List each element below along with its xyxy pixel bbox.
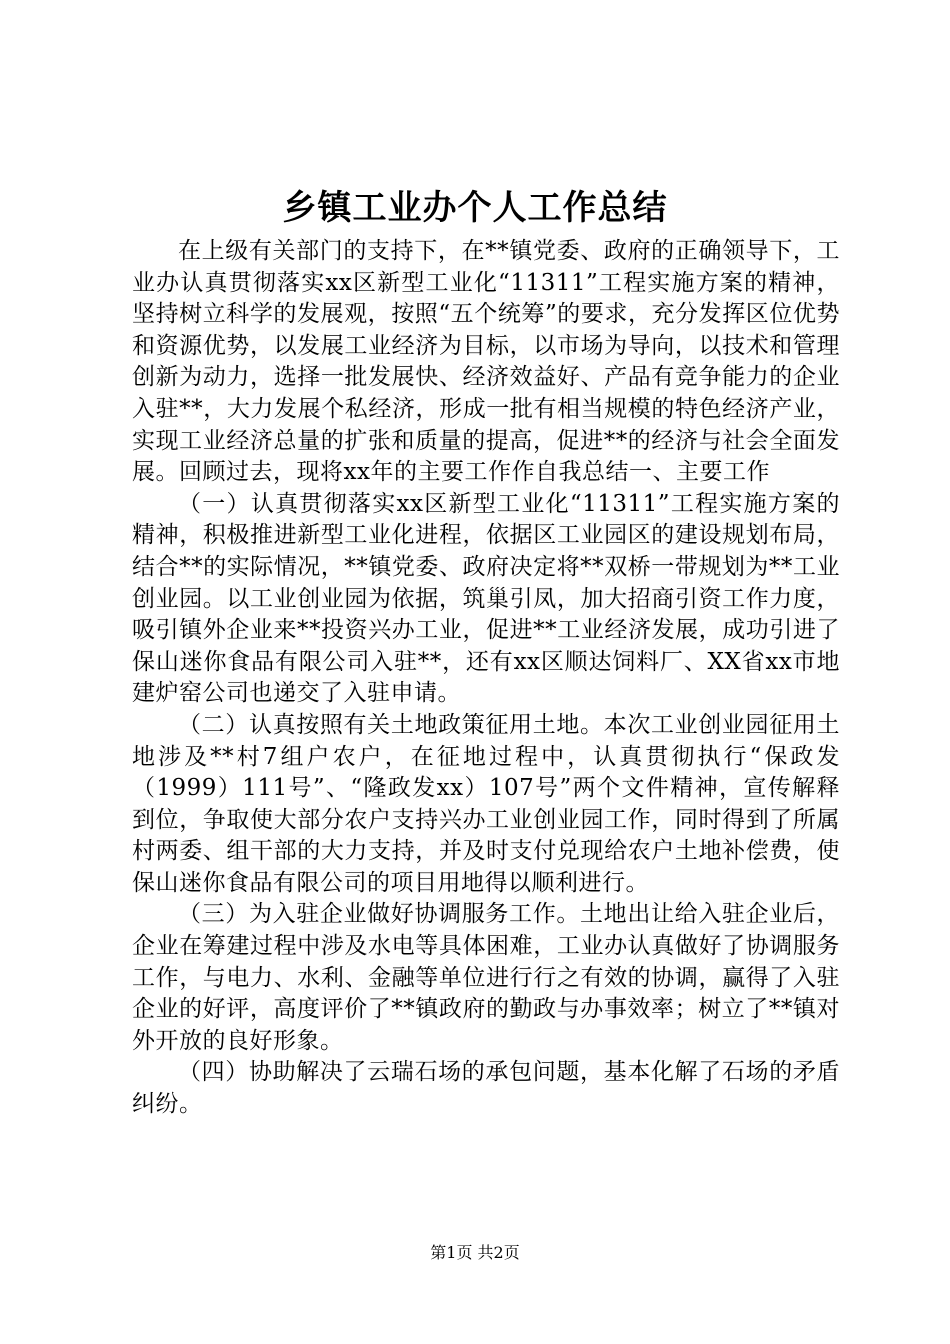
page-footer: 第1页 共2页 [430, 1243, 520, 1262]
document-body [132, 236, 840, 1121]
paragraph-item-2: （二）认真按照有关土地政策征用土地。本次工业创业园征用土地涉及**村7组户农户，在征地过程中，认真贯彻执行“保政发（1999）111号”、“隆政发xx）107号”两个文件精神，宣传解释到位，争取使大部分农户支持兴办工业创业园工作，同时得到了所属村两委、组干部的大力支持，并及时支付兑现给农户土地补偿费，使保山迷你食品有限公司的项目用地得以顺利进行。 [132, 711, 840, 896]
document-title: 乡镇工业办个人工作总结 [282, 188, 668, 228]
paragraph-item-4: （四）协助解决了云瑞石场的承包问题，基本化解了石场的矛盾纠纷。 [132, 1059, 840, 1118]
paragraph-item-3: （三）为入驻企业做好协调服务工作。土地出让给入驻企业后，企业在筹建过程中涉及水电等具体困难，工业办认真做好了协调服务工作，与电力、水利、金融等单位进行行之有效的协调，赢得了入驻企业的好评，高度评价了**镇政府的勤政与办事效率；树立了**镇对外开放的良好形象。 [132, 901, 840, 1054]
paragraph-intro: 在上级有关部门的支持下，在**镇党委、政府的正确领导下，工业办认真贯彻落实xx区新型工业化“11311”工程实施方案的精神，坚持树立科学的发展观，按照“五个统筹”的要求，充分发挥区位优势和资源优势，以发展工业经济为目标，以市场为导向，以技术和管理创新为动力，选择一批发展快、经济效益好、产品有竞争能力的企业入驻**，大力发展个私经济，形成一批有相当规模的特色经济产业，实现工业经济总量的扩张和质量的提高，促进**的经济与社会全面发展。回顾过去，现将xx年的主要工作作自我总结一、主要工作 [132, 238, 840, 486]
paragraph-item-1: （一）认真贯彻落实xx区新型工业化“11311”工程实施方案的精神，积极推进新型工业化进程，依据区工业园区的建设规划布局，结合**的实际情况，**镇党委、政府决定将**双桥一带规划为**工业创业园。以工业创业园为依据，筑巢引凤，加大招商引资工作力度，吸引镇外企业来**投资兴办工业，促进**工业经济发展，成功引进了保山迷你食品有限公司入驻**，还有xx区顺达饲料厂、XX省xx市地建炉窑公司也递交了入驻申请。 [132, 490, 840, 707]
